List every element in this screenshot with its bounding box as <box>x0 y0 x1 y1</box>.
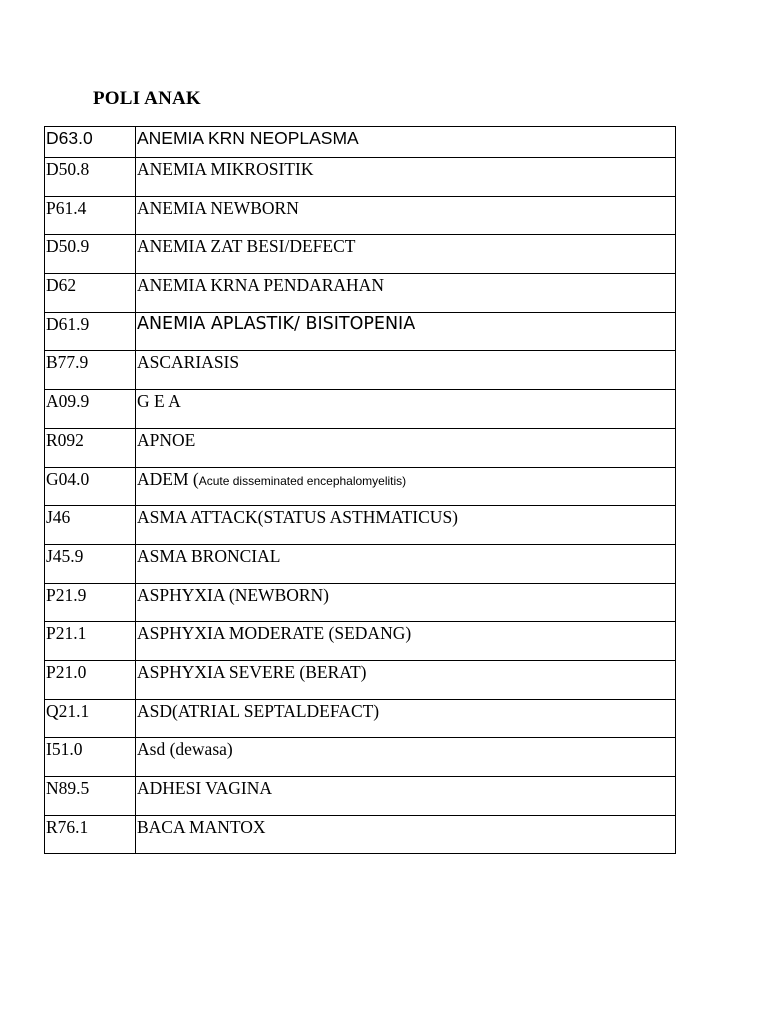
diagnosis-code: D63.0 <box>45 127 136 158</box>
table-row <box>45 544 676 583</box>
table-row <box>45 235 676 274</box>
table-row <box>45 390 676 429</box>
diagnosis-name: ANEMIA KRNA PENDARAHAN <box>136 274 676 313</box>
table-row <box>45 583 676 622</box>
table-row <box>45 467 676 506</box>
diagnosis-name: ADHESI VAGINA <box>136 777 676 816</box>
table-row <box>45 699 676 738</box>
diagnosis-name: ASMA BRONCIAL <box>136 544 676 583</box>
diagnosis-name: ANEMIA NEWBORN <box>136 196 676 235</box>
table-row <box>45 428 676 467</box>
diagnosis-code: D61.9 <box>45 312 136 351</box>
diagnosis-name: ANEMIA APLASTIK/ BISITOPENIA <box>136 312 676 351</box>
diagnosis-name: ADEM ( <box>137 468 199 489</box>
table-row <box>45 506 676 545</box>
diagnosis-name: ANEMIA ZAT BESI/DEFECT <box>136 235 676 274</box>
diagnosis-name: ASPHYXIA (NEWBORN) <box>136 583 676 622</box>
table-row <box>45 738 676 777</box>
diagnosis-name: ASD(ATRIAL SEPTALDEFACT) <box>136 699 676 738</box>
diagnosis-code: A09.9 <box>45 390 136 429</box>
table-row <box>45 622 676 661</box>
table-row <box>45 351 676 390</box>
diagnosis-name: BACA MANTOX <box>136 815 676 854</box>
diagnosis-code: R092 <box>45 428 136 467</box>
diagnosis-code: P21.0 <box>45 660 136 699</box>
diagnosis-code: B77.9 <box>45 351 136 390</box>
diagnosis-code: I51.0 <box>45 738 136 777</box>
diagnosis-code: P61.4 <box>45 196 136 235</box>
diagnosis-name: ASMA ATTACK(STATUS ASTHMATICUS) <box>136 506 676 545</box>
table-row <box>45 158 676 197</box>
diagnosis-name: Asd (dewasa) <box>136 738 676 777</box>
diagnosis-code-table <box>44 126 676 854</box>
diagnosis-name: APNOE <box>136 428 676 467</box>
table-row <box>45 312 676 351</box>
diagnosis-code: D50.9 <box>45 235 136 274</box>
diagnosis-name-cell <box>136 467 676 506</box>
diagnosis-name: ASPHYXIA SEVERE (BERAT) <box>136 660 676 699</box>
table-row <box>45 274 676 313</box>
table-row <box>45 777 676 816</box>
diagnosis-code: P21.1 <box>45 622 136 661</box>
table-row <box>45 815 676 854</box>
diagnosis-name: ASPHYXIA MODERATE (SEDANG) <box>136 622 676 661</box>
diagnosis-name: ASCARIASIS <box>136 351 676 390</box>
diagnosis-code: N89.5 <box>45 777 136 816</box>
diagnosis-code: Q21.1 <box>45 699 136 738</box>
diagnosis-name: ANEMIA MIKROSITIK <box>136 158 676 197</box>
diagnosis-code: D62 <box>45 274 136 313</box>
diagnosis-code: R76.1 <box>45 815 136 854</box>
diagnosis-code: D50.8 <box>45 158 136 197</box>
diagnosis-code: P21.9 <box>45 583 136 622</box>
table-row <box>45 196 676 235</box>
diagnosis-name: G E A <box>136 390 676 429</box>
diagnosis-code: J46 <box>45 506 136 545</box>
diagnosis-code: G04.0 <box>45 467 136 506</box>
diagnosis-note: Acute disseminated encephalomyelitis) <box>198 473 407 488</box>
diagnosis-name: ANEMIA KRN NEOPLASMA <box>136 127 676 158</box>
page-title: POLI ANAK <box>93 88 201 109</box>
table-row <box>45 127 676 158</box>
diagnosis-code: J45.9 <box>45 544 136 583</box>
table-row <box>45 660 676 699</box>
